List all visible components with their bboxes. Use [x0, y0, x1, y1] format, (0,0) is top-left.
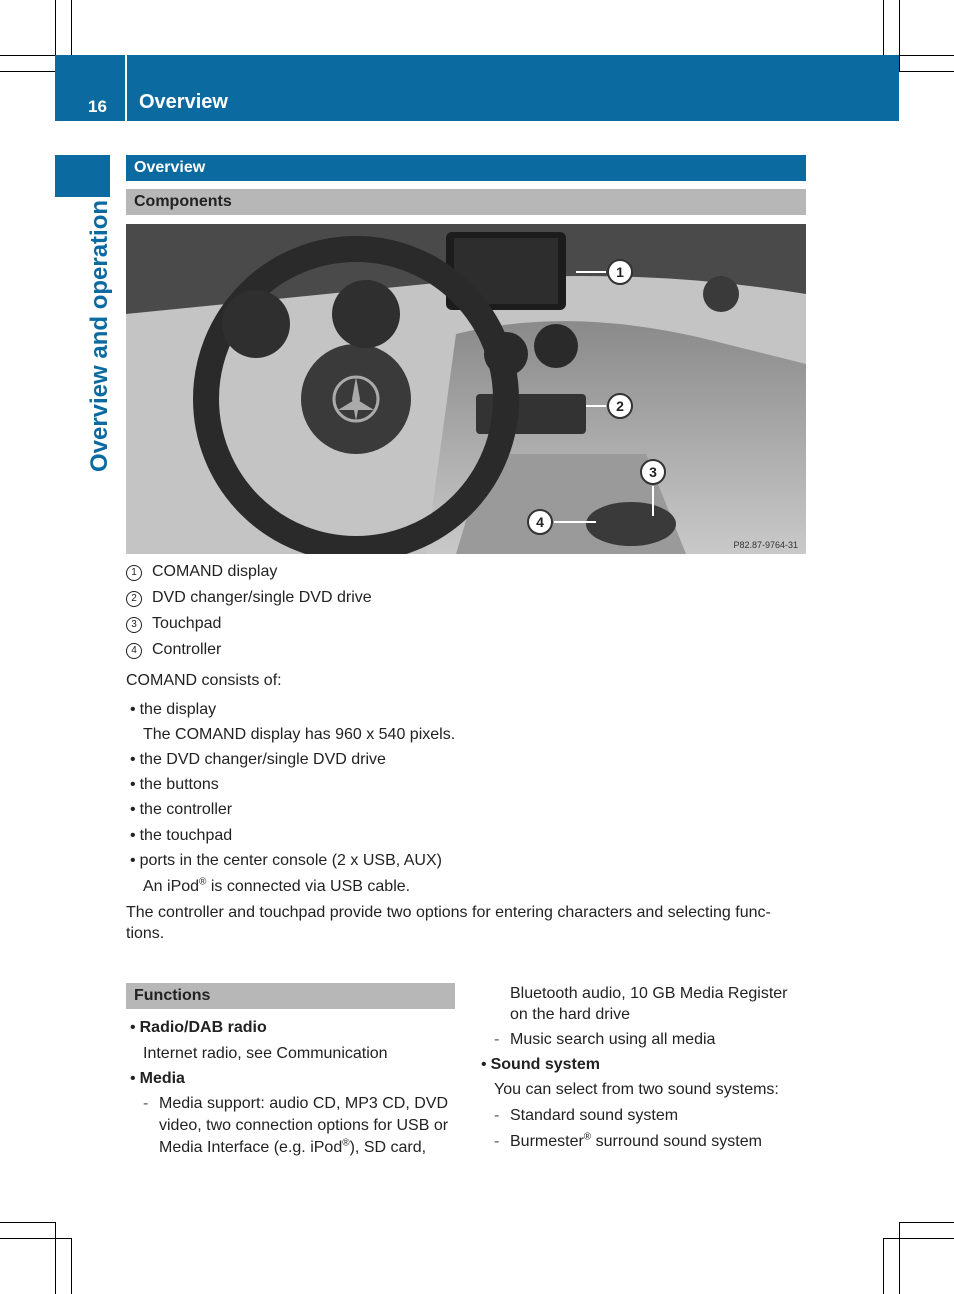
- crop-mark: [71, 1238, 72, 1294]
- crop-mark: [883, 0, 884, 56]
- function-text: Internet radio, see Communication: [143, 1045, 388, 1062]
- sub-item-line: video, two connection options for USB or: [159, 1117, 449, 1134]
- crop-mark: [55, 1222, 56, 1294]
- list-item-note: [143, 877, 410, 897]
- paragraph-line: tions.: [126, 925, 165, 942]
- legend-number: 2: [126, 591, 142, 607]
- header-divider: [125, 55, 127, 121]
- crop-mark: [883, 1238, 954, 1239]
- registered-mark: ®: [342, 1137, 350, 1149]
- section-title-overview: Overview: [126, 155, 806, 181]
- function-title-text: Radio/DAB radio: [139, 1019, 267, 1036]
- crop-mark: [883, 1238, 884, 1294]
- function-title-text: Media: [139, 1070, 185, 1087]
- media-text: ), SD card,: [349, 1139, 427, 1156]
- header-title: Overview: [139, 91, 228, 113]
- legend-item: [126, 562, 277, 582]
- callout-1: [608, 260, 632, 284]
- paragraph-line: The controller and touchpad provide two options for entering characters and selecting func-: [126, 904, 771, 921]
- list-item-note: The COMAND display has 960 x 540 pixels.: [143, 726, 456, 743]
- ipod-text: An iPod: [143, 878, 200, 895]
- sub-item-line: on the hard drive: [510, 1006, 631, 1023]
- callout-3: [641, 460, 665, 484]
- function-title: [130, 1018, 267, 1038]
- page-number: 16: [88, 97, 107, 116]
- legend-item: [126, 614, 221, 634]
- legend-text: DVD changer/single DVD drive: [152, 589, 372, 606]
- air-vent: [534, 324, 578, 368]
- crop-mark: [899, 1222, 954, 1223]
- registered-mark: ®: [583, 1131, 592, 1143]
- legend-number: 3: [126, 617, 142, 633]
- crop-mark: [0, 1238, 72, 1239]
- list-item: • the display: [130, 700, 216, 720]
- touchpad-controller: [586, 502, 676, 546]
- sub-item-line: Bluetooth audio, 10 GB Media Register: [510, 985, 788, 1002]
- function-text: You can select from two sound systems:: [494, 1081, 779, 1098]
- burmester-text: surround sound system: [591, 1133, 762, 1150]
- section-title-components: Components: [126, 189, 806, 215]
- instrument-gauge: [222, 290, 290, 358]
- function-title: [481, 1055, 600, 1075]
- sub-item-line: [159, 1138, 426, 1158]
- legend-text: Touchpad: [152, 615, 222, 632]
- crop-mark: [899, 71, 954, 72]
- page-header: [55, 55, 899, 121]
- legend-text: COMAND display: [152, 563, 278, 580]
- crop-mark: [0, 1222, 56, 1223]
- crop-mark: [899, 1222, 900, 1294]
- callout-label: 2: [616, 398, 624, 414]
- side-tab: [55, 155, 110, 197]
- consists-intro: COMAND consists of:: [126, 672, 282, 689]
- list-item: • ports in the center console (2 x USB, AUX): [130, 851, 442, 871]
- callout-2: [608, 394, 632, 418]
- figure-code: P82.87-9764-31: [733, 540, 798, 550]
- sub-item: - Standard sound system: [510, 1106, 678, 1126]
- list-item: • the controller: [130, 800, 232, 820]
- legend-text: Controller: [152, 641, 222, 658]
- list-item: • the touchpad: [130, 826, 232, 846]
- crop-mark: [899, 0, 900, 72]
- crop-mark: [71, 0, 72, 56]
- function-title-text: Sound system: [490, 1056, 600, 1073]
- callout-label: 4: [536, 514, 544, 530]
- instrument-gauge: [332, 280, 400, 348]
- list-item: • the DVD changer/single DVD drive: [130, 750, 386, 770]
- legend-number: 4: [126, 643, 142, 659]
- sub-item: - Media support: audio CD, MP3 CD, DVD: [159, 1094, 448, 1114]
- legend-number: 1: [126, 565, 142, 581]
- legend-item: [126, 640, 221, 660]
- side-tab-label: Overview and operation: [86, 199, 113, 473]
- section-title-functions: Functions: [126, 983, 455, 1009]
- callout-label: 1: [616, 264, 624, 280]
- cockpit-illustration: [126, 224, 806, 554]
- cockpit-figure: [126, 224, 806, 554]
- crop-mark: [0, 71, 56, 72]
- air-vent: [703, 276, 739, 312]
- callout-label: 3: [649, 464, 657, 480]
- sub-item: [510, 1132, 762, 1152]
- callout-4: [528, 510, 552, 534]
- burmester-text: Burmester: [510, 1133, 584, 1150]
- sub-item: - Music search using all media: [510, 1030, 715, 1050]
- ipod-text: is connected via USB cable.: [206, 878, 411, 895]
- media-text: Media Interface (e.g. iPod: [159, 1139, 343, 1156]
- function-title: [130, 1069, 185, 1089]
- registered-mark: ®: [199, 876, 207, 888]
- list-item: • the buttons: [130, 775, 219, 795]
- legend-item: [126, 588, 372, 608]
